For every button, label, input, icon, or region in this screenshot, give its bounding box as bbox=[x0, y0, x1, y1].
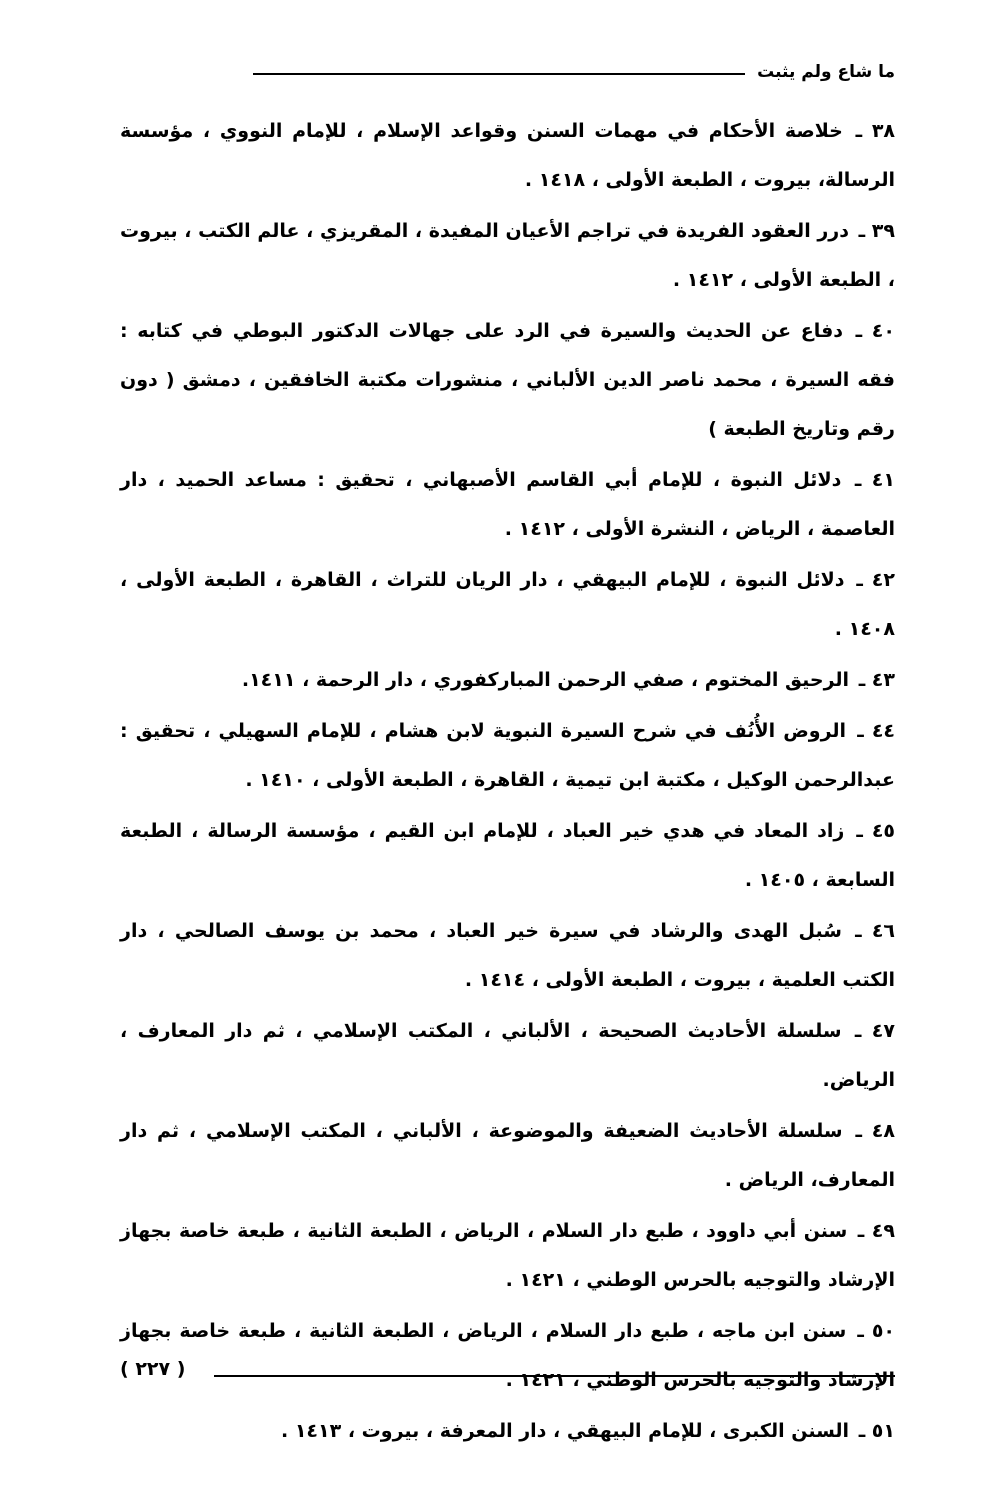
running-header bbox=[253, 58, 895, 86]
reference-text: خلاصة الأحكام في مهمات السنن وقواعد الإسلام ، للإمام النووي ، مؤسسة الرسالة، بيروت ، الطبعة الأولى ، ١٤١٨ . bbox=[120, 120, 895, 191]
reference-text: السنن الكبرى ، للإمام البيهقي ، دار المعرفة ، بيروت ، ١٤١٣ . bbox=[280, 1420, 850, 1442]
reference-text: دفاع عن الحديث والسيرة في الرد على جهالات الدكتور البوطي في كتابه : فقه السيرة ، محمد ناصر الدين الألباني ، منشورات مكتبة الخافقين ، دمشق ( دون رقم وتاريخ الطبعة ) bbox=[120, 320, 895, 440]
reference-number: ٤٤ ـ bbox=[857, 720, 896, 742]
reference-item bbox=[120, 307, 895, 454]
reference-number: ٤٦ ـ bbox=[855, 920, 896, 942]
reference-text: زاد المعاد في هدي خير العباد ، للإمام ابن القيم ، مؤسسة الرسالة ، الطبعة السابعة ، ١٤٠٥ . bbox=[120, 820, 895, 891]
reference-text: دلائل النبوة ، للإمام أبي القاسم الأصبهاني ، تحقيق : مساعد الحميد ، دار العاصمة ، الرياض ، النشرة الأولى ، ١٤١٢ . bbox=[120, 469, 895, 540]
reference-item bbox=[120, 907, 895, 1005]
reference-item bbox=[120, 1107, 895, 1205]
reference-text: سلسلة الأحاديث الصحيحة ، الألباني ، المكتب الإسلامي ، ثم دار المعارف ، الرياض. bbox=[120, 1020, 895, 1091]
reference-text: سلسلة الأحاديث الضعيفة والموضوعة ، الألباني ، المكتب الإسلامي ، ثم دار المعارف، الرياض . bbox=[120, 1120, 895, 1191]
reference-text: سنن ابن ماجه ، طبع دار السلام ، الرياض ، الطبعة الثانية ، طبعة خاصة بجهاز الإرشاد والتوجيه بالحرس الوطني ، ١٤٢١ . bbox=[120, 1320, 895, 1391]
reference-item bbox=[120, 707, 895, 805]
reference-number: ٣٨ ـ bbox=[855, 120, 896, 142]
reference-number: ٤١ ـ bbox=[854, 469, 895, 491]
reference-item bbox=[120, 107, 895, 205]
reference-item bbox=[120, 556, 895, 654]
reference-item bbox=[120, 1007, 895, 1105]
page-footer bbox=[120, 1356, 895, 1382]
reference-number: ٤٥ ـ bbox=[856, 820, 896, 842]
reference-number: ٤٠ ـ bbox=[855, 320, 895, 342]
reference-text: سنن أبي داوود ، طبع دار السلام ، الرياض ، الطبعة الثانية ، طبعة خاصة بجهاز الإرشاد والتوجيه بالحرس الوطني ، ١٤٢١ . bbox=[120, 1220, 895, 1291]
running-header-title: ما شاع ولم يثبت bbox=[757, 62, 895, 82]
reference-item bbox=[120, 807, 895, 905]
reference-number: ٥٠ ـ bbox=[857, 1320, 896, 1342]
reference-text: دلائل النبوة ، للإمام البيهقي ، دار الريان للتراث ، القاهرة ، الطبعة الأولى ، ١٤٠٨ . bbox=[120, 569, 895, 640]
reference-number: ٣٩ ـ bbox=[858, 220, 895, 242]
reference-number: ٤٩ ـ bbox=[857, 1220, 895, 1242]
reference-text: درر العقود الفريدة في تراجم الأعيان المفيدة ، المقريزي ، عالم الكتب ، بيروت ، الطبعة الأولى ، ١٤١٢ . bbox=[120, 220, 895, 291]
reference-item bbox=[120, 1207, 895, 1305]
reference-item bbox=[120, 207, 895, 305]
header-rule bbox=[253, 73, 745, 75]
reference-item bbox=[120, 656, 895, 705]
reference-text: الروض الأُنُف في شرح السيرة النبوية لابن هشام ، للإمام السهيلي ، تحقيق : عبدالرحمن الوكيل ، مكتبة ابن تيمية ، القاهرة ، الطبعة الأولى ، ١٤١٠ . bbox=[120, 720, 895, 791]
reference-number: ٤٢ ـ bbox=[856, 569, 895, 591]
reference-number: ٤٧ ـ bbox=[854, 1020, 895, 1042]
page-number: ( ٢٢٧ ) bbox=[120, 1358, 186, 1380]
reference-text: سُبل الهدى والرشاد في سيرة خير العباد ، محمد بن يوسف الصالحي ، دار الكتب العلمية ، بيروت ، الطبعة الأولى ، ١٤١٤ . bbox=[120, 920, 895, 991]
reference-item bbox=[120, 1407, 895, 1456]
reference-item bbox=[120, 456, 895, 554]
reference-number: ٤٣ ـ bbox=[858, 669, 895, 691]
references-list bbox=[120, 107, 895, 1458]
reference-number: ٥١ ـ bbox=[858, 1420, 895, 1442]
reference-number: ٤٨ ـ bbox=[855, 1120, 895, 1142]
footer-rule bbox=[214, 1375, 895, 1377]
reference-text: الرحيق المختوم ، صفي الرحمن المباركفوري ، دار الرحمة ، ١٤١١. bbox=[241, 669, 850, 691]
